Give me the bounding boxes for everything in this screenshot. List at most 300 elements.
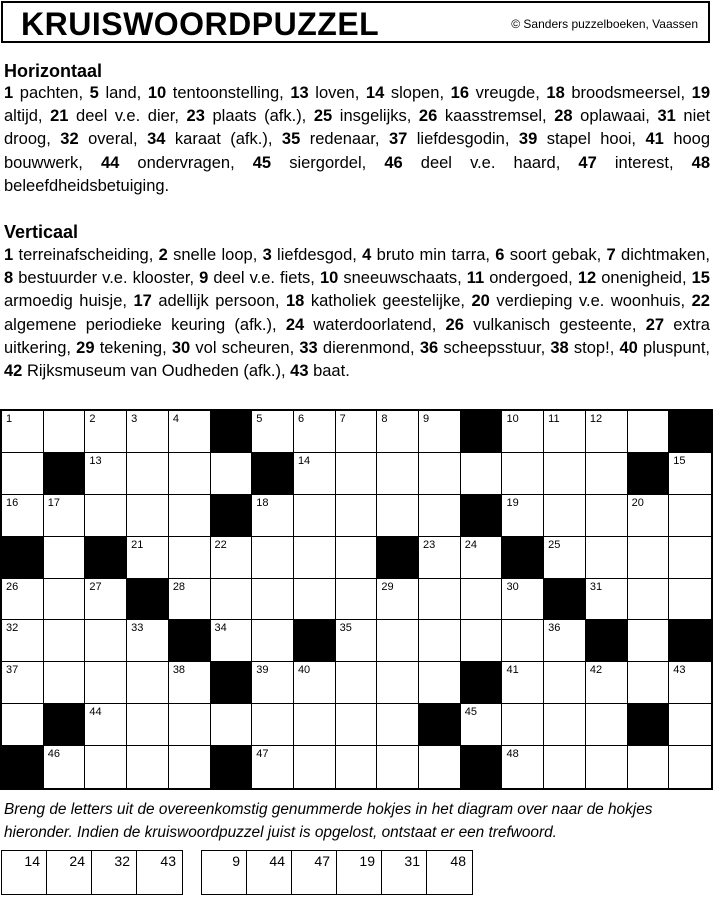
clue-across-28 [554,107,657,125]
answer-box[interactable] [292,851,337,894]
grid-cell[interactable] [169,704,211,746]
grid-cell-black [169,620,211,662]
grid-cell-black [461,411,503,453]
grid-cell-black [252,453,294,495]
grid-cell[interactable] [211,537,253,579]
grid-cell[interactable] [377,662,419,704]
across-heading: Horizontaal [4,61,103,81]
grid-cell[interactable] [85,579,127,621]
grid-cell[interactable] [502,704,544,746]
grid-cell[interactable] [336,411,378,453]
grid-cell-black [461,662,503,704]
grid-cell[interactable] [544,453,586,495]
cell-number: 9 [423,413,430,425]
clue-number: 9 [199,269,209,288]
grid-cell[interactable] [169,495,211,537]
grid-cell[interactable] [461,453,503,495]
clue-number: 26 [418,107,438,126]
grid-cell-black [44,704,86,746]
clue-down-36 [420,339,551,357]
grid-cell-black [85,537,127,579]
clue-down-40 [619,339,710,357]
grid-cell[interactable] [252,495,294,537]
grid-cell[interactable] [628,579,670,621]
grid-cell[interactable] [586,579,628,621]
grid-cell[interactable] [127,704,169,746]
grid-cell[interactable] [44,537,86,579]
clue-number: 4 [362,246,372,264]
grid-cell[interactable] [377,704,419,746]
answer-box[interactable] [202,851,247,894]
cell-number: 37 [6,664,19,677]
grid-cell[interactable] [419,662,461,704]
grid-cell[interactable] [502,579,544,621]
grid-cell[interactable] [586,411,628,453]
grid-cell-black [502,537,544,579]
clue-across-10 [148,84,291,102]
clue-number: 28 [554,107,573,126]
grid-cell[interactable] [294,579,336,621]
answer-box-number: 24 [69,853,85,869]
grid-cell[interactable] [586,704,628,746]
clue-number: 45 [252,153,272,172]
answer-box-number: 43 [160,853,176,869]
grid-cell[interactable] [669,495,711,537]
grid-cell-black [294,620,336,662]
clue-down-26 [446,316,646,334]
grid-cell[interactable] [294,411,336,453]
clue-text: scheepsstuur, [438,338,551,357]
grid-cell[interactable] [85,746,127,788]
grid-cell[interactable] [44,620,86,662]
grid-cell-black [628,704,670,746]
clue-text: katholiek geestelijke, [304,292,472,311]
answer-box[interactable] [2,851,47,894]
grid-cell[interactable] [336,453,378,495]
cell-number: 11 [548,413,560,425]
clue-text: onenigheid, [596,269,692,288]
clue-down-20 [471,292,691,310]
clue-across-34 [147,130,282,148]
grid-cell[interactable] [544,746,586,788]
cell-number: 48 [506,748,519,761]
clue-down-38 [550,339,619,357]
grid-cell[interactable] [377,411,419,453]
clue-down-6 [495,246,606,264]
grid-cell[interactable] [169,453,211,495]
down-heading: Verticaal [4,222,79,242]
clue-text: liefdesgodin, [407,130,519,149]
clue-number: 27 [645,315,665,334]
grid-cell[interactable] [544,411,586,453]
cell-number: 19 [506,496,519,509]
answer-box-number: 47 [314,853,330,869]
cell-number: 31 [589,580,603,593]
grid-cell[interactable] [336,746,378,788]
clue-text: vol scheuren, [190,338,300,357]
grid-cell[interactable] [336,579,378,621]
grid-cell[interactable] [2,453,44,495]
grid-cell-black [586,620,628,662]
clue-text: stop!, [568,338,620,357]
grid-cell[interactable] [127,453,169,495]
grid-cell[interactable] [586,662,628,704]
grid-cell[interactable] [169,746,211,788]
clue-down-10 [320,269,467,287]
grid-cell[interactable] [419,411,461,453]
clue-down-33 [299,339,419,357]
clue-number: 24 [285,315,305,334]
clue-text: insgelijks, [332,107,419,126]
clue-number: 7 [606,246,616,264]
grid-cell[interactable] [586,537,628,579]
grid-cell[interactable] [294,662,336,704]
cell-number: 17 [47,496,60,509]
grid-cell[interactable] [2,620,44,662]
grid-cell[interactable] [2,579,44,621]
clue-text: ondervragen, [119,153,253,172]
grid-cell[interactable] [294,495,336,537]
grid-cell[interactable] [127,411,169,453]
cell-number: 27 [89,580,102,593]
grid-cell[interactable] [669,579,711,621]
grid-cell[interactable] [669,746,711,788]
grid-cell[interactable] [669,662,711,704]
clue-number: 18 [285,292,305,311]
clue-number: 3 [262,246,272,264]
grid-cell[interactable] [628,620,670,662]
clue-across-25 [314,107,419,125]
clue-text: vreugde, [469,84,547,102]
grid-cell[interactable] [127,620,169,662]
clue-number: 39 [518,130,538,149]
answer-box-number: 9 [232,853,240,869]
answer-box[interactable] [92,851,137,894]
answer-box-number: 31 [404,853,420,869]
grid-cell[interactable] [44,495,86,537]
grid-cell[interactable] [211,704,253,746]
grid-cell[interactable] [461,537,503,579]
grid-cell-black [2,537,44,579]
grid-cell[interactable] [2,662,44,704]
clue-number: 46 [384,153,403,172]
cell-number: 22 [214,538,227,551]
clue-text: interest, [596,153,692,172]
grid-cell[interactable] [586,453,628,495]
answer-box[interactable] [247,851,292,894]
grid-cell[interactable] [252,662,294,704]
clue-text: deel v.e. dier, [68,107,187,126]
answer-box[interactable] [382,851,427,894]
grid-cell[interactable] [336,662,378,704]
grid-cell[interactable] [502,495,544,537]
grid-cell[interactable] [377,495,419,537]
grid-cell[interactable] [461,620,503,662]
grid-cell[interactable] [127,537,169,579]
grid-cell[interactable] [544,704,586,746]
cell-number: 46 [47,748,60,761]
grid-cell[interactable] [85,453,127,495]
grid-cell[interactable] [127,495,169,537]
grid-cell[interactable] [544,495,586,537]
clue-down-2 [159,246,263,264]
answer-box[interactable] [47,851,92,894]
grid-cell-black [377,537,419,579]
clue-text: beleefdheidsbetuiging. [4,176,170,195]
clue-text: deel v.e. fiets, [208,269,320,288]
cell-number: 29 [381,580,394,593]
clue-across-1 [4,84,90,102]
clue-text: vulkanisch gesteente, [463,315,646,334]
cell-number: 20 [631,496,644,509]
grid-cell[interactable] [294,746,336,788]
grid-cell[interactable] [85,704,127,746]
grid-cell-black [544,579,586,621]
grid-cell[interactable] [252,411,294,453]
clue-text: plaats (afk.), [204,107,314,126]
cell-number: 3 [131,413,138,425]
grid-cell[interactable] [628,537,670,579]
grid-cell[interactable] [628,746,670,788]
grid-cell[interactable] [169,579,211,621]
grid-cell[interactable] [544,662,586,704]
clue-text: dichtmaken, [615,246,710,264]
clue-number: 47 [578,153,597,172]
clue-text: loven, [308,84,366,102]
grid-cell[interactable] [44,579,86,621]
grid-cell[interactable] [252,579,294,621]
grid-cell[interactable] [502,746,544,788]
answer-group-2 [201,850,473,895]
grid-cell[interactable] [252,537,294,579]
puzzle-title: KRUISWOORDPUZZEL [21,6,380,42]
grid-cell[interactable] [2,411,44,453]
answer-box-number: 48 [450,853,466,869]
clue-text: liefdesgod, [271,246,363,264]
grid-cell[interactable] [586,495,628,537]
clue-number: 15 [691,269,710,288]
grid-cell[interactable] [252,746,294,788]
grid-cell[interactable] [2,495,44,537]
cell-number: 14 [297,454,311,467]
cell-number: 39 [256,664,269,677]
down-clues [4,244,710,383]
grid-cell[interactable] [294,537,336,579]
grid-cell-black [669,620,711,662]
clue-across-46 [384,154,578,172]
grid-cell[interactable] [336,495,378,537]
clue-text: stapel hooi, [537,130,646,149]
clue-across-23 [187,107,314,125]
grid-cell[interactable] [628,411,670,453]
grid-cell[interactable] [211,620,253,662]
clue-text: bruto min tarra, [371,246,496,264]
clue-number: 11 [466,269,485,288]
clue-across-37 [389,130,519,148]
clue-across-21 [50,107,186,125]
clue-number: 1 [4,246,14,264]
grid-cell[interactable] [419,495,461,537]
grid-cell[interactable] [127,746,169,788]
clue-text: overal, [78,130,148,149]
clue-down-11 [467,269,578,287]
cell-number: 8 [381,413,388,425]
grid-cell-black [461,746,503,788]
cell-number: 40 [297,664,311,677]
grid-cell[interactable] [85,662,127,704]
clue-across-14 [366,84,451,102]
clue-down-30 [172,339,299,357]
clue-number: 29 [76,338,95,357]
grid-cell[interactable] [252,620,294,662]
clue-across-13 [290,84,366,102]
clue-text: redenaar, [300,130,389,149]
grid-cell[interactable] [586,746,628,788]
clue-number: 6 [495,246,505,264]
cell-number: 2 [89,413,96,425]
clue-text: baat. [308,362,350,381]
clue-text: extra uitkering, [4,315,710,357]
clue-number: 23 [186,107,205,126]
clue-number: 38 [550,338,569,357]
clue-text: deel v.e. haard, [402,153,579,172]
grid-cell[interactable] [252,704,294,746]
grid-cell[interactable] [294,453,336,495]
grid-cell[interactable] [544,620,586,662]
clue-text: ondergoed, [484,269,578,288]
grid-cell[interactable] [669,453,711,495]
grid-cell[interactable] [502,411,544,453]
cell-number: 36 [548,622,561,635]
cell-number: 24 [464,538,477,551]
grid-cell[interactable] [169,537,211,579]
grid-cell[interactable] [461,704,503,746]
grid-cell[interactable] [211,579,253,621]
grid-cell[interactable] [419,537,461,579]
grid-cell[interactable] [419,579,461,621]
grid-cell[interactable] [419,746,461,788]
cell-number: 7 [339,413,346,425]
clue-text: slopen, [384,84,451,102]
answer-box[interactable] [337,851,382,894]
grid-cell[interactable] [2,704,44,746]
clue-number: 19 [691,84,710,102]
clue-text: snelle loop, [167,246,263,264]
grid-cell[interactable] [669,537,711,579]
cell-number: 1 [6,413,13,425]
grid-cell[interactable] [211,453,253,495]
cell-number: 15 [673,454,686,467]
cell-number: 25 [548,538,561,551]
grid-cell-black [669,411,711,453]
grid-cell[interactable] [377,620,419,662]
grid-cell[interactable] [502,662,544,704]
clue-number: 41 [645,130,664,149]
clue-down-17 [133,292,286,310]
clue-text: kaasstremsel, [437,107,555,126]
clue-number: 40 [619,338,638,357]
answer-box[interactable] [137,851,182,894]
clue-text: karaat (afk.), [165,130,282,149]
clue-text: waterdoorlatend, [304,315,446,334]
grid-cell[interactable] [44,411,86,453]
grid-cell[interactable] [336,704,378,746]
grid-cell[interactable] [628,662,670,704]
grid-cell[interactable] [85,620,127,662]
grid-cell[interactable] [377,579,419,621]
cell-number: 6 [297,413,305,425]
clue-number: 20 [471,292,490,311]
clue-down-12 [578,269,692,287]
clue-number: 30 [171,338,191,357]
grid-cell[interactable] [169,411,211,453]
cell-number: 38 [172,664,186,677]
copyright-notice: © Sanders puzzelboeken, Vaassen [511,17,698,31]
clue-number: 1 [4,84,14,102]
grid-cell[interactable] [294,704,336,746]
title-box [1,1,710,43]
grid-cell[interactable] [336,620,378,662]
grid-cell[interactable] [336,537,378,579]
clue-down-42 [4,362,290,380]
grid-cell[interactable] [377,453,419,495]
grid-cell[interactable] [419,620,461,662]
clue-across-18 [546,84,691,102]
clue-number: 13 [290,84,309,102]
clue-across-44 [101,154,253,172]
grid-cell[interactable] [85,495,127,537]
clue-down-18 [286,292,472,310]
clue-number: 10 [147,84,167,102]
clue-across-47 [578,154,691,172]
grid-cell[interactable] [502,453,544,495]
crossword-grid [0,409,713,790]
grid-cell[interactable] [377,746,419,788]
clue-text: broodsmeersel, [564,84,692,102]
grid-cell[interactable] [419,453,461,495]
cell-number: 44 [89,706,102,719]
clue-number: 33 [299,338,318,357]
cell-number: 18 [256,496,269,509]
grid-cell[interactable] [461,579,503,621]
grid-cell-black [2,746,44,788]
grid-cell[interactable] [44,662,86,704]
grid-cell[interactable] [169,662,211,704]
cell-number: 21 [131,538,144,551]
grid-cell-black [211,662,253,704]
answer-box[interactable] [427,851,472,894]
cell-number: 26 [6,580,19,593]
clue-number: 32 [60,130,79,149]
clue-text: pachten, [13,84,90,102]
grid-cell[interactable] [44,746,86,788]
grid-cell[interactable] [544,537,586,579]
clue-text: niet droog, [4,107,711,149]
grid-cell[interactable] [628,495,670,537]
clue-number: 8 [4,269,14,288]
clue-text: tentoonstelling, [166,84,291,102]
grid-cell[interactable] [502,620,544,662]
clue-down-1 [4,246,159,264]
grid-cell[interactable] [669,704,711,746]
clue-number: 25 [313,107,333,126]
clue-number: 43 [290,362,309,381]
grid-cell[interactable] [85,411,127,453]
clue-number: 21 [50,107,69,126]
clue-text: adellijk persoon, [151,292,286,311]
grid-cell[interactable] [127,662,169,704]
cell-number: 30 [506,580,519,593]
